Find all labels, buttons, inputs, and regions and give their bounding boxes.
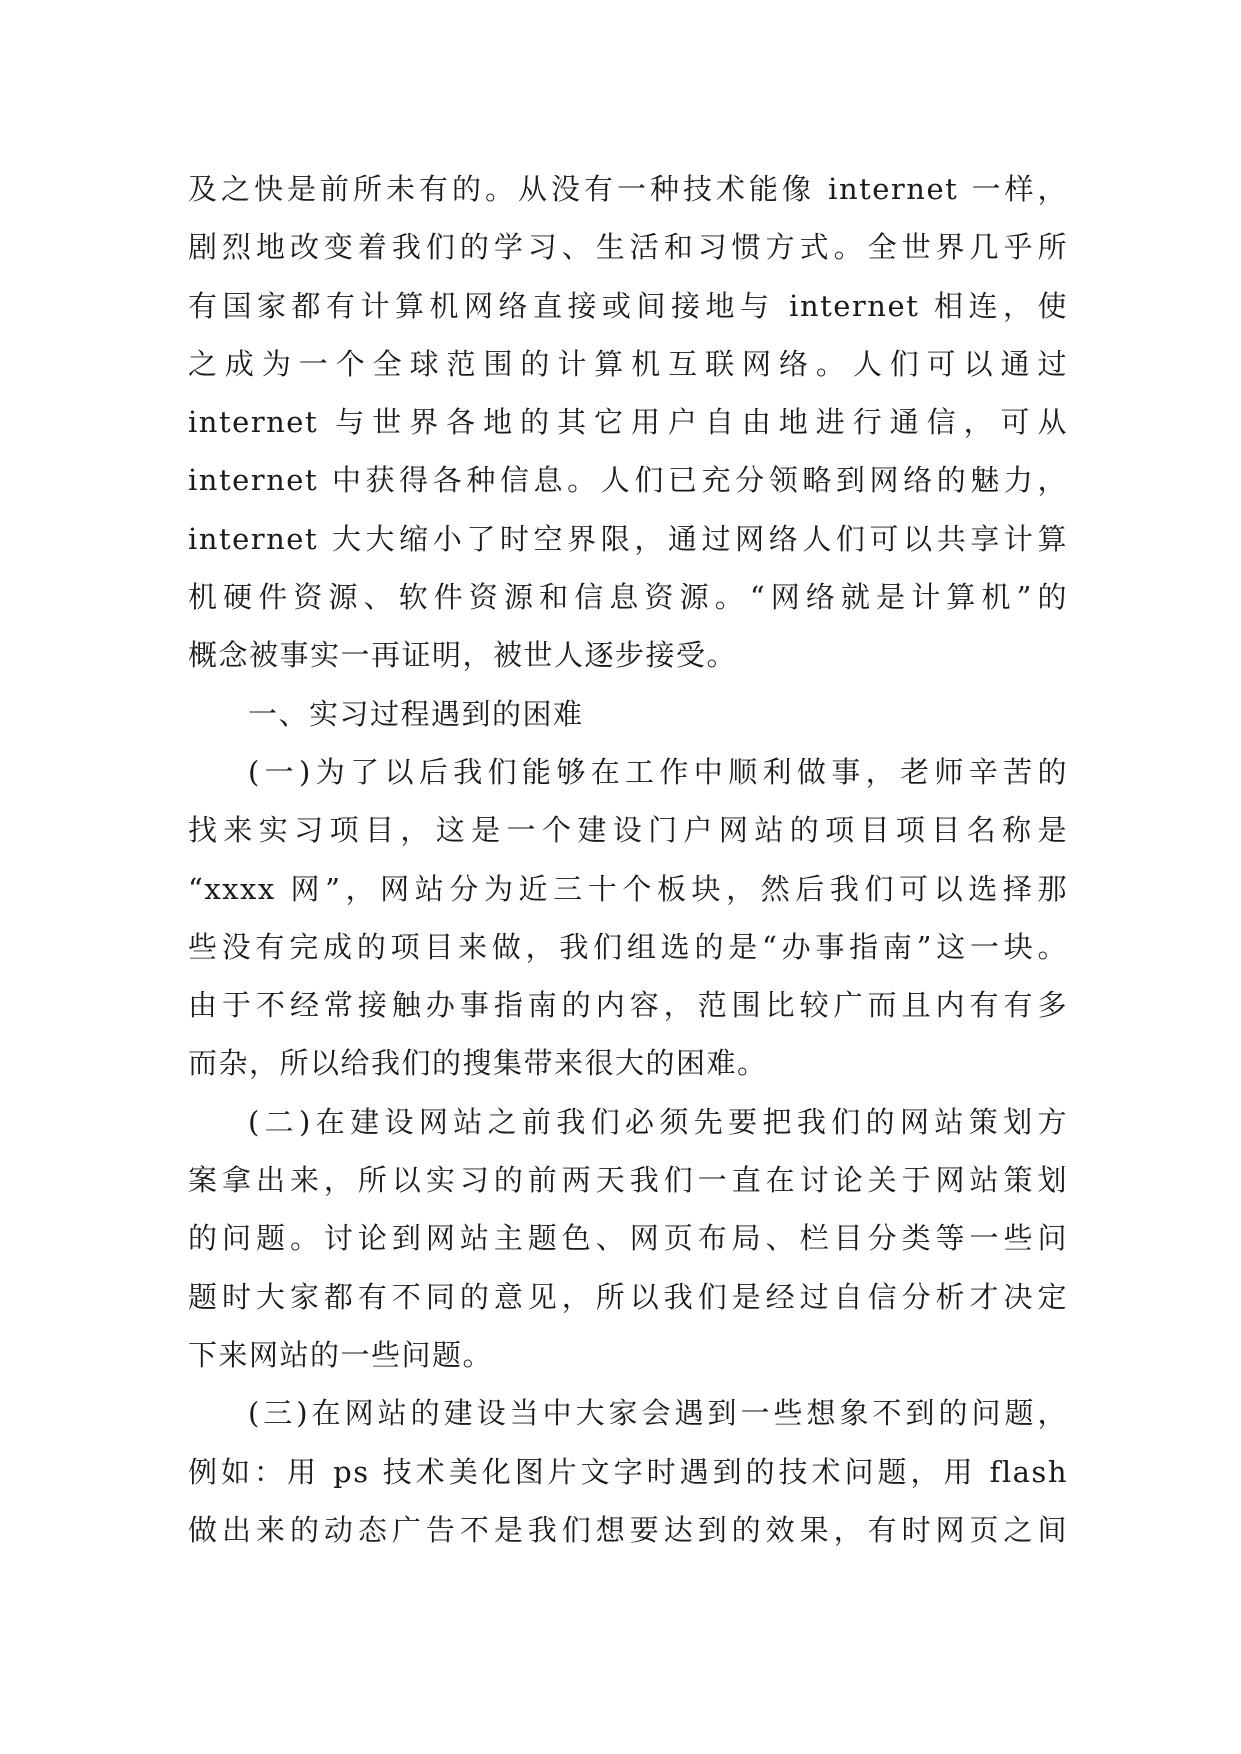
text-line: “xxxx 网”，网站分为近三十个板块，然后我们可以选择那 [188,871,1068,906]
text-line: 由于不经常接触办事指南的内容，范围比较广而且内有有多 [188,988,1068,1023]
text-line: 案拿出来，所以实习的前两天我们一直在讨论关于网站策划 [188,1163,1068,1198]
text-line: 及之快是前所未有的。从没有一种技术能像 internet 一样， [188,172,1068,206]
text-line: 概念被事实一再证明，被世人逐步接受。 [188,638,738,673]
text-line: 些没有完成的项目来做，我们组选的是“办事指南”这一块。 [188,929,1068,964]
text-line: 有国家都有计算机网络直接或间接地与 internet 相连，使 [188,288,1068,323]
text-line: 剧烈地改变着我们的学习、生活和习惯方式。全世界几乎所 [188,230,1068,265]
text-line: internet 中获得各种信息。人们已充分领略到网络的魅力， [188,463,1068,498]
text-line: (三)在网站的建设当中大家会遇到一些想象不到的问题， [248,1396,1068,1431]
text-line: 下来网站的一些问题。 [188,1337,494,1372]
text-line: internet 大大缩小了时空界限，通过网络人们可以共享计算 [188,521,1068,556]
body-text [188,160,1068,1559]
text-line: 做出来的动态广告不是我们想要达到的效果，有时网页之间 [188,1512,1068,1547]
text-line: 例如：用 ps 技术美化图片文字时遇到的技术问题，用 flash [188,1454,1068,1489]
text-line: (二)在建设网站之前我们必须先要把我们的网站策划方 [248,1104,1068,1139]
text-line: 而杂，所以给我们的搜集带来很大的困难。 [188,1046,768,1081]
text-line: (一)为了以后我们能够在工作中顺利做事，老师辛苦的 [248,754,1068,789]
text-line: 题时大家都有不同的意见，所以我们是经过自信分析才决定 [188,1279,1068,1314]
text-line: 之成为一个全球范围的计算机互联网络。人们可以通过 [188,346,1068,381]
text-line: 一、实习过程遇到的困难 [248,696,584,731]
text-line: 的问题。讨论到网站主题色、网页布局、栏目分类等一些问 [188,1221,1068,1256]
text-line: 找来实习项目，这是一个建设门户网站的项目项目名称是 [188,813,1068,848]
text-line: 机硬件资源、软件资源和信息资源。“网络就是计算机”的 [188,580,1068,615]
text-line: internet 与世界各地的其它用户自由地进行通信，可从 [188,405,1068,440]
